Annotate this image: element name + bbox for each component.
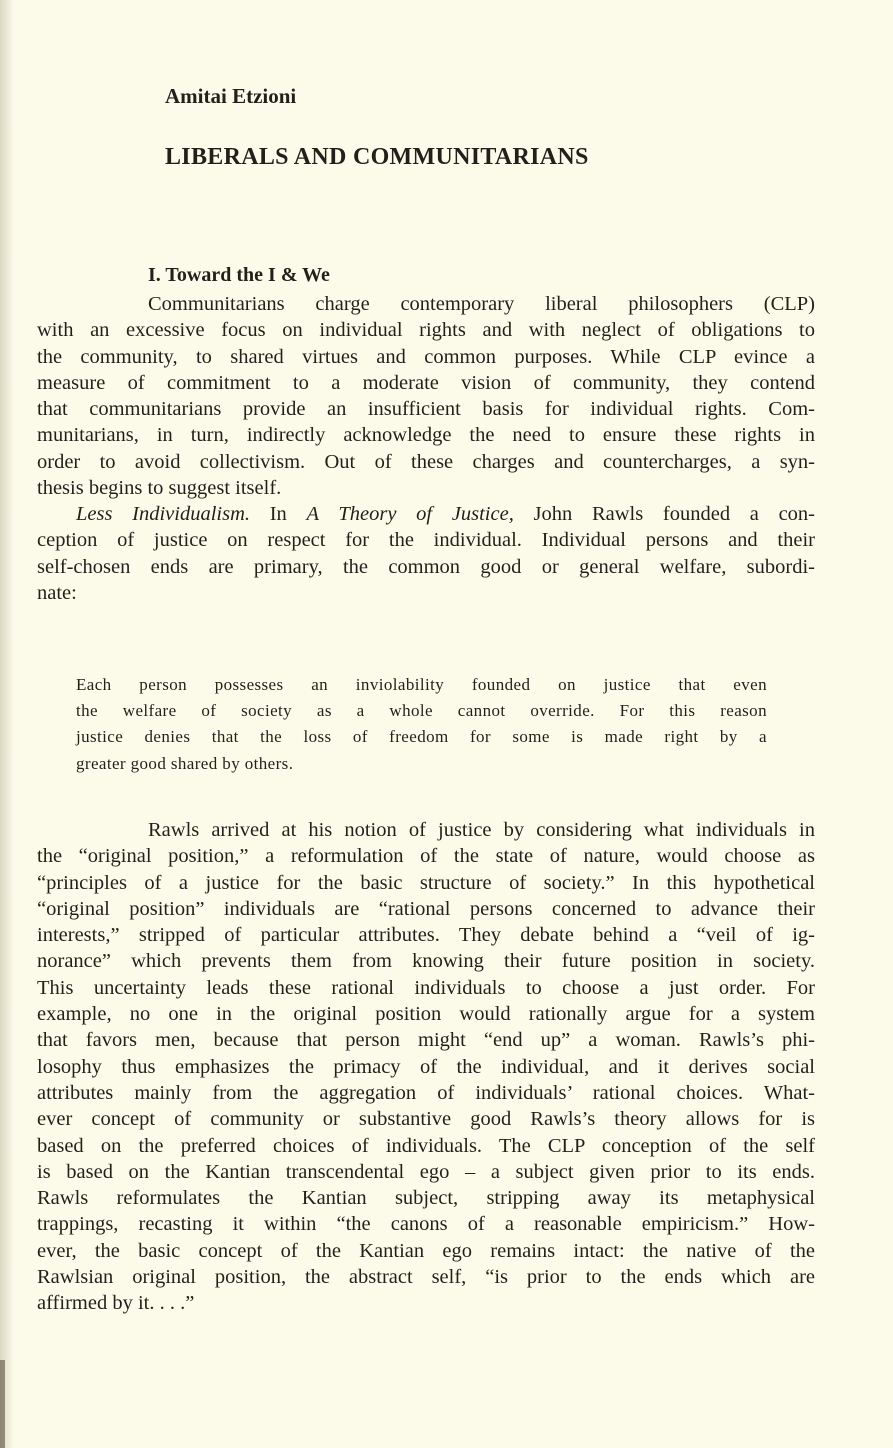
- paragraph-line: nate:: [37, 581, 77, 604]
- paragraph-line: This uncertainty leads these rational individuals to choose a just order. For: [37, 976, 815, 999]
- paragraph-line: the community, to shared virtues and common purposes. While CLP evince a: [37, 345, 815, 368]
- page-gutter-shadow: [0, 0, 14, 1448]
- paragraph-line: ever concept of community or substantive good Rawls’s theory allows for is: [37, 1108, 815, 1131]
- run-in-subhead: Less Individualism.: [76, 503, 251, 525]
- paragraph-line: that favors men, because that person might “end up” a woman. Rawls’s phi-: [37, 1029, 815, 1052]
- paragraph-line: Rawls arrived at his notion of justice by considering what individuals in: [148, 819, 815, 841]
- paragraph-line: norance” which prevents them from knowing their future position in society.: [37, 950, 815, 973]
- paragraph-line: with an excessive focus on individual rights and with neglect of obligations to: [37, 319, 815, 342]
- text-run: In: [250, 503, 307, 525]
- author-name: Amitai Etzioni: [165, 84, 297, 108]
- article-title: LIBERALS AND COMMUNITARIANS: [165, 144, 589, 170]
- page-binding-edge: [0, 1360, 5, 1448]
- quote-line: greater good shared by others.: [76, 753, 294, 773]
- quote-line: justice denies that the loss of freedom for some is made right by a: [76, 727, 767, 747]
- paragraph-line: based on the preferred choices of individuals. The CLP conception of the self: [37, 1134, 815, 1157]
- paragraph-line: that communitarians provide an insufficient basis for individual rights. Com-: [37, 398, 815, 421]
- paragraph-line: interests,” stripped of particular attributes. They debate behind a “veil of ig-: [37, 924, 815, 947]
- paragraph-1: [37, 291, 815, 501]
- book-title: A Theory of Justice,: [306, 503, 514, 525]
- paragraph-line: measure of commitment to a moderate vision of community, they contend: [37, 371, 815, 394]
- paragraph-line: thesis begins to suggest itself.: [37, 477, 282, 500]
- paragraph-line: self-chosen ends are primary, the common good or general welfare, subordi-: [37, 555, 815, 578]
- quote-line: the welfare of society as a whole cannot override. For this reason: [76, 701, 767, 721]
- paragraph-line: [37, 501, 815, 527]
- paragraph-line: the “original position,” a reformulation of the state of nature, would choose as: [37, 845, 815, 868]
- paragraph-line: affirmed by it. . . .”: [37, 1292, 195, 1315]
- paragraph-3: [37, 817, 815, 1317]
- paragraph-line: order to avoid collectivism. Out of these charges and countercharges, a syn-: [37, 450, 815, 473]
- paragraph-line: “original position” individuals are “rational persons concerned to advance their: [37, 897, 815, 920]
- paragraph-line: Rawlsian original position, the abstract self, “is prior to the ends which are: [37, 1266, 815, 1289]
- paragraph-line: Communitarians charge contemporary liberal philosophers (CLP): [148, 293, 815, 315]
- paragraph-line: attributes mainly from the aggregation of individuals’ rational choices. What-: [37, 1081, 815, 1104]
- paragraph-line: example, no one in the original position would rationally argue for a system: [37, 1003, 815, 1026]
- paragraph-line: ever, the basic concept of the Kantian ego remains intact: the native of the: [37, 1239, 815, 1262]
- paragraph-line: munitarians, in turn, indirectly acknowledge the need to ensure these rights in: [37, 424, 815, 447]
- paragraph-line: trappings, recasting it within “the canons of a reasonable empiricism.” How-: [37, 1213, 815, 1236]
- paragraph-line: Rawls reformulates the Kantian subject, stripping away its metaphysical: [37, 1187, 815, 1210]
- paragraph-line: ception of justice on respect for the individual. Individual persons and their: [37, 529, 815, 552]
- paragraph-line: “principles of a justice for the basic structure of society.” In this hypothetical: [37, 871, 815, 894]
- paragraph-2: [37, 501, 815, 606]
- section-heading: I. Toward the I & We: [148, 264, 330, 286]
- paragraph-line: is based on the Kantian transcendental ego – a subject given prior to its ends.: [37, 1160, 815, 1183]
- text-run: John Rawls founded a con-: [513, 503, 816, 525]
- paragraph-line: losophy thus emphasizes the primacy of the individual, and it derives social: [37, 1055, 815, 1078]
- block-quote: [76, 672, 767, 777]
- quote-line: Each person possesses an inviolability founded on justice that even: [76, 675, 767, 694]
